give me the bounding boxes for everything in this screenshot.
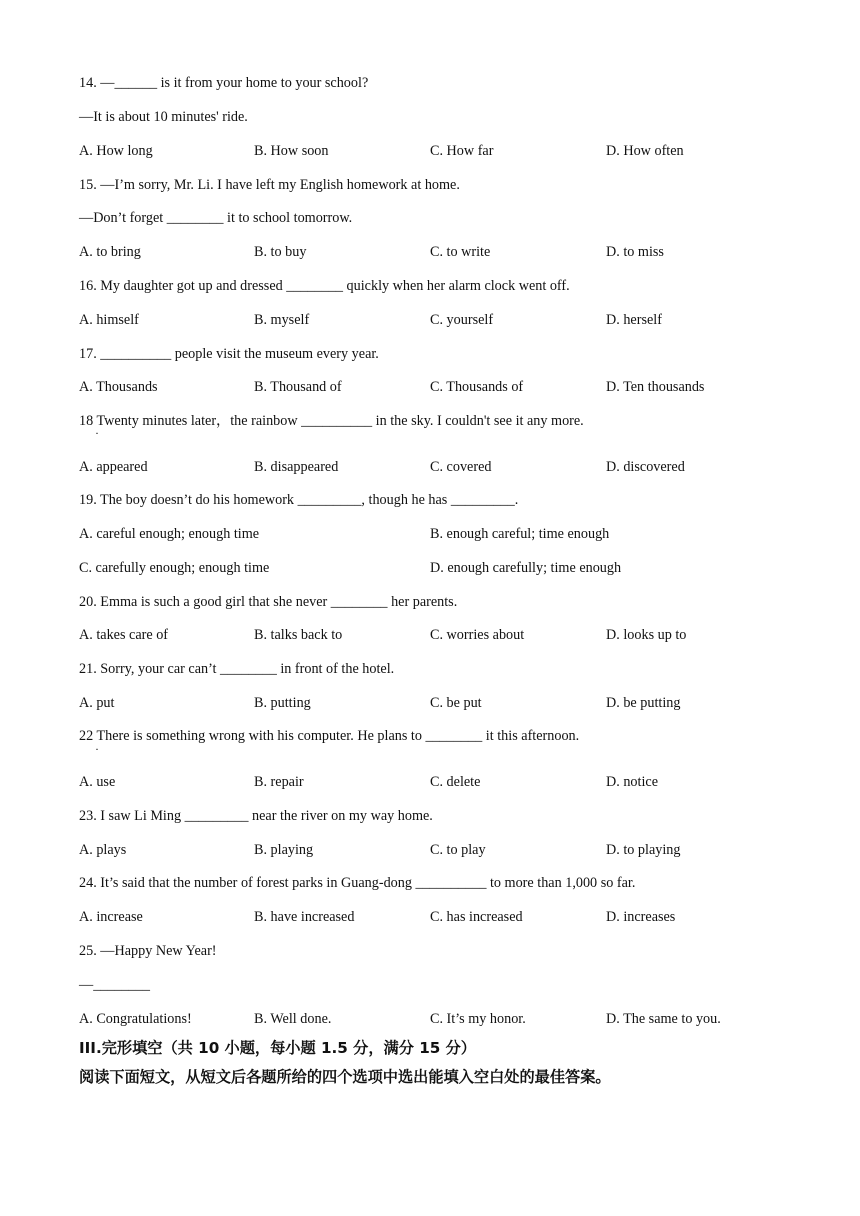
q25-option-c: C. It’s my honor.: [430, 1011, 526, 1027]
q20-option-d: D. looks up to: [606, 627, 687, 643]
question-21-stem: 21. Sorry, your car can’t ________ in front of the hotel.: [79, 661, 395, 677]
q18-option-d: D. discovered: [606, 459, 685, 475]
question-25-answer-line: —________: [79, 977, 150, 993]
section-title: III.完形填空（共 10 小题，每小题 1.5 分，满分 15 分）: [79, 1039, 476, 1057]
question-18-stem: 18 Twenty minutes later，the rainbow __________ in the sky. I couldn't see it any more.: [79, 413, 584, 429]
q17-option-c: C. Thousands of: [430, 379, 524, 395]
question-17-stem: 17. __________ people visit the museum every year.: [79, 346, 379, 362]
section-instruction: 阅读下面短文，从短文后各题所给的四个选项中选出能填入空白处的最佳答案。: [79, 1068, 611, 1086]
question-16-stem: 16. My daughter got up and dressed ________ quickly when her alarm clock went off.: [79, 278, 570, 294]
q15-option-d: D. to miss: [606, 244, 664, 260]
question-14-answer-line: —It is about 10 minutes' ride.: [79, 109, 248, 125]
q16-option-a: A. himself: [79, 312, 139, 328]
question-23-stem: 23. I saw Li Ming _________ near the river on my way home.: [79, 808, 433, 824]
q23-option-d: D. to playing: [606, 842, 681, 858]
q23-option-a: A. plays: [79, 842, 127, 858]
q20-option-a: A. takes care of: [79, 627, 169, 643]
q22-option-b: B. repair: [254, 774, 304, 790]
q19-option-a: A. careful enough; enough time: [79, 526, 260, 542]
q17-option-d: D. Ten thousands: [606, 379, 705, 395]
q24-option-d: D. increases: [606, 909, 676, 925]
q21-option-d: D. be putting: [606, 695, 681, 711]
q15-option-a: A. to bring: [79, 244, 141, 260]
q17-option-a: A. Thousands: [79, 379, 158, 395]
question-15-stem: 15. —I’m sorry, Mr. Li. I have left my English homework at home.: [79, 177, 460, 193]
q22-dot-mark: ·: [95, 742, 99, 756]
q21-option-a: A. put: [79, 695, 115, 711]
q15-option-b: B. to buy: [254, 244, 307, 260]
q18-dot-mark: ·: [95, 426, 99, 440]
q25-option-a: A. Congratulations!: [79, 1011, 192, 1027]
q22-option-d: D. notice: [606, 774, 659, 790]
q20-option-b: B. talks back to: [254, 627, 343, 643]
question-19-stem: 19. The boy doesn’t do his homework _________, though he has _________.: [79, 492, 519, 508]
q15-option-c: C. to write: [430, 244, 491, 260]
q24-option-a: A. increase: [79, 909, 143, 925]
q25-option-b: B. Well done.: [254, 1011, 332, 1027]
question-15-answer-line: —Don’t forget ________ it to school tomorrow.: [79, 210, 353, 226]
question-24-stem: 24. It’s said that the number of forest parks in Guang-dong __________ to more than 1,000 so far.: [79, 875, 636, 891]
q17-option-b: B. Thousand of: [254, 379, 342, 395]
q14-option-a: A. How long: [79, 143, 153, 159]
q16-option-b: B. myself: [254, 312, 310, 328]
q23-option-c: C. to play: [430, 842, 486, 858]
question-14-stem: 14. —______ is it from your home to your school?: [79, 75, 369, 91]
question-20-stem: 20. Emma is such a good girl that she never ________ her parents.: [79, 594, 458, 610]
q20-option-c: C. worries about: [430, 627, 525, 643]
q25-option-d: D. The same to you.: [606, 1011, 721, 1027]
q24-option-b: B. have increased: [254, 909, 355, 925]
q19-option-d: D. enough carefully; time enough: [430, 560, 622, 576]
q22-option-a: A. use: [79, 774, 116, 790]
q19-option-b: B. enough careful; time enough: [430, 526, 610, 542]
q16-option-d: D. herself: [606, 312, 662, 328]
q14-option-c: C. How far: [430, 143, 494, 159]
question-22-stem: 22 There is something wrong with his computer. He plans to ________ it this afternoon.: [79, 728, 580, 744]
q14-option-d: D. How often: [606, 143, 684, 159]
q22-option-c: C. delete: [430, 774, 481, 790]
q19-option-c: C. carefully enough; enough time: [79, 560, 270, 576]
q18-option-b: B. disappeared: [254, 459, 339, 475]
q24-option-c: C. has increased: [430, 909, 523, 925]
q18-option-a: A. appeared: [79, 459, 148, 475]
q23-option-b: B. playing: [254, 842, 314, 858]
q14-option-b: B. How soon: [254, 143, 329, 159]
question-25-stem: 25. —Happy New Year!: [79, 943, 217, 959]
q16-option-c: C. yourself: [430, 312, 494, 328]
q21-option-b: B. putting: [254, 695, 311, 711]
q18-option-c: C. covered: [430, 459, 492, 475]
q21-option-c: C. be put: [430, 695, 482, 711]
